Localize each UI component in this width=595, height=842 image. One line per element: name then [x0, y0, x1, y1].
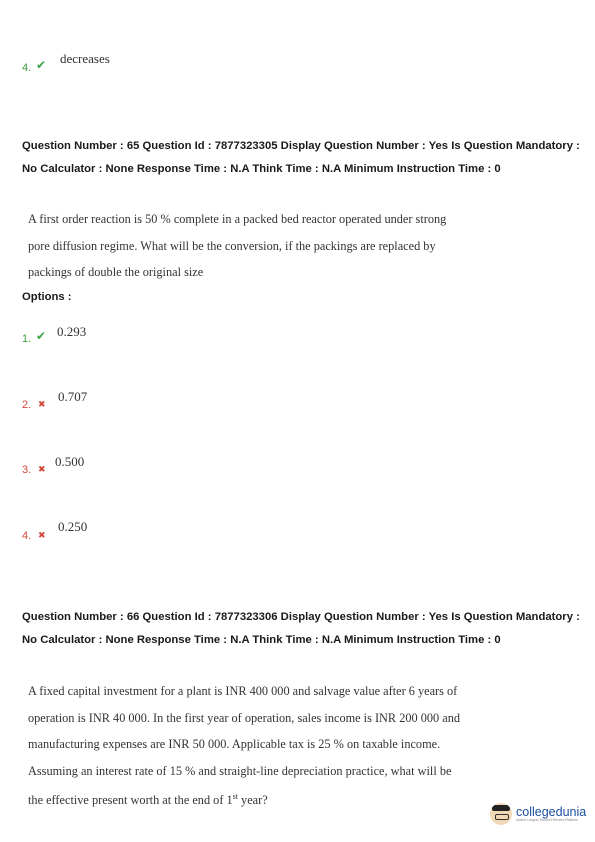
- logo-tagline: India's Largest Student Review Platform: [516, 817, 579, 822]
- option-text: 0.293: [57, 324, 87, 339]
- question-line: operation is INR 40 000. In the first year of operation, sales income is INR 200 000 and: [28, 710, 461, 725]
- cross-icon: ✖: [38, 531, 46, 541]
- option-text: 0.500: [55, 454, 85, 469]
- check-icon: ✔: [36, 329, 47, 343]
- option-text: decreases: [60, 51, 110, 66]
- question-66-text: [28, 678, 460, 814]
- question-line: pore diffusion regime. What will be the conversion, if the packings are replaced by: [28, 238, 436, 253]
- superscript: st: [232, 792, 238, 801]
- line-text: year?: [237, 793, 268, 808]
- cross-icon: ✖: [38, 400, 46, 410]
- logo-name: collegedunia: [516, 804, 587, 819]
- graduate-icon: [490, 803, 512, 825]
- question-line: A fixed capital investment for a plant is INR 400 000 and salvage value after 6 years of: [28, 684, 458, 698]
- cross-icon: ✖: [38, 465, 46, 475]
- question-line: [28, 784, 460, 814]
- question-66-header: Question Number : 66 Question Id : 7877323306 Display Question Number : Yes Is Question Mandatory : No Calculator : None Response Time : N.A Think Time : N.A Minimum Instruction Time : 0: [22, 611, 580, 646]
- options-label: Options :: [22, 291, 72, 303]
- question-line: A first order reaction is 50 % complete in a packed bed reactor operated under strong: [28, 212, 447, 226]
- option-text: 0.707: [58, 389, 88, 404]
- option-number: 1.: [22, 333, 32, 345]
- option-number: 4.: [22, 530, 32, 542]
- option-number: 3.: [22, 464, 32, 476]
- option-text: 0.250: [58, 519, 88, 534]
- option-number: 4.: [22, 62, 32, 74]
- question-line: packings of double the original size: [28, 265, 204, 279]
- question-65-header: Question Number : 65 Question Id : 7877323305 Display Question Number : Yes Is Question Mandatory : No Calculator : None Response Time : N.A Think Time : N.A Minimum Instruction Time : 0: [22, 140, 580, 175]
- collegedunia-logo: [490, 803, 586, 825]
- question-line: Assuming an interest rate of 15 % and straight-line depreciation practice, what will be: [28, 763, 452, 778]
- question-65-text: [28, 206, 446, 286]
- line-text: the effective present worth at the end of 1: [28, 793, 233, 808]
- question-line: manufacturing expenses are INR 50 000. Applicable tax is 25 % on taxable income.: [28, 737, 441, 751]
- check-icon: ✔: [36, 58, 47, 72]
- option-number: 2.: [22, 399, 32, 411]
